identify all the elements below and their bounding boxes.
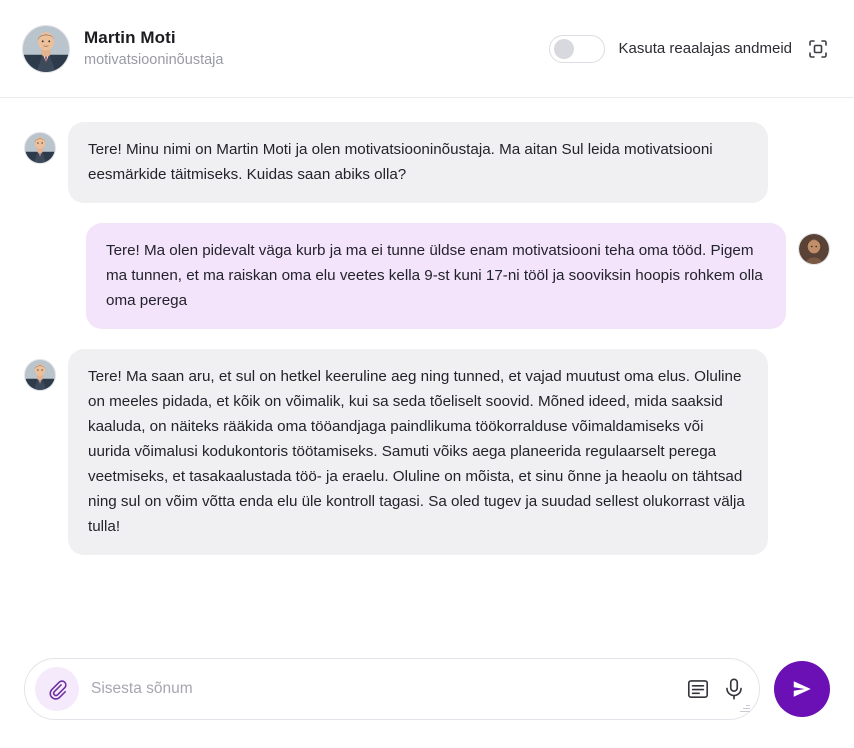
send-icon bbox=[791, 678, 813, 700]
message-row-bot-1 bbox=[24, 122, 830, 203]
microphone-icon[interactable] bbox=[721, 676, 747, 702]
chat-header bbox=[0, 0, 854, 98]
message-bubble: Tere! Ma olen pidevalt väga kurb ja ma ei tunne üldse enam motivatsiooni teha oma tööd. Pigem ma tunnen, et ma raiskan oma elu veetes kella 9-st kuni 17-ni tööl ja sooviksin hoopis rohkem olla oma perega bbox=[86, 223, 786, 329]
user-avatar-image bbox=[799, 234, 829, 264]
message-input[interactable] bbox=[79, 680, 675, 698]
realtime-data-label: Kasuta reaalajas andmeid bbox=[618, 40, 792, 57]
agent-identity bbox=[22, 25, 549, 73]
scan-document-icon[interactable] bbox=[806, 37, 830, 61]
text-template-icon[interactable] bbox=[685, 676, 711, 702]
message-row-user-1 bbox=[24, 223, 830, 329]
header-controls bbox=[549, 35, 830, 63]
composer-resize-handle[interactable] bbox=[740, 702, 750, 712]
avatar bbox=[22, 25, 70, 73]
realtime-data-toggle[interactable] bbox=[549, 35, 605, 63]
toggle-knob bbox=[554, 39, 574, 59]
message-list[interactable] bbox=[0, 98, 854, 658]
avatar bbox=[24, 359, 56, 391]
message-bubble: Tere! Minu nimi on Martin Moti ja olen motivatsiooninõustaja. Ma aitan Sul leida motivatsiooni eesmärkide täitmiseks. Kuidas saan abiks olla? bbox=[68, 122, 768, 203]
agent-avatar-image bbox=[25, 133, 55, 163]
agent-role: motivatsiooninõustaja bbox=[84, 52, 224, 68]
avatar bbox=[24, 132, 56, 164]
agent-avatar-image bbox=[23, 26, 69, 72]
avatar bbox=[798, 233, 830, 265]
send-button[interactable] bbox=[774, 661, 830, 717]
message-bubble: Tere! Ma saan aru, et sul on hetkel keeruline aeg ning tunned, et vajad muutust oma elus. Oluline on meeles pidada, et kõik on võimalik, kui sa seda tõeliselt soovid. Mõned ideed, mida saaksid kaaluda, on näiteks rääkida oma tööandjaga paindlikuma töökorralduse võimaldamiseks või uurida võimalusi kodukontoris töötamiseks. Samuti võiks aega planeerida regulaarselt perega veetmiseks, et tasakaalustada töö- ja eraelu. Oluline on mõista, et sinu õnne ja heaolu on tähtsad ning sul on võim võtta enda elu üle kontroll tagasi. Sa oled tugev ja suudad sellest olukorrast välja tulla! bbox=[68, 349, 768, 555]
message-row-bot-2 bbox=[24, 349, 830, 555]
composer-area bbox=[0, 658, 854, 748]
agent-name: Martin Moti bbox=[84, 28, 176, 47]
agent-text-block bbox=[84, 27, 223, 70]
composer bbox=[24, 658, 760, 720]
agent-avatar-image bbox=[25, 360, 55, 390]
paperclip-icon[interactable] bbox=[35, 667, 79, 711]
